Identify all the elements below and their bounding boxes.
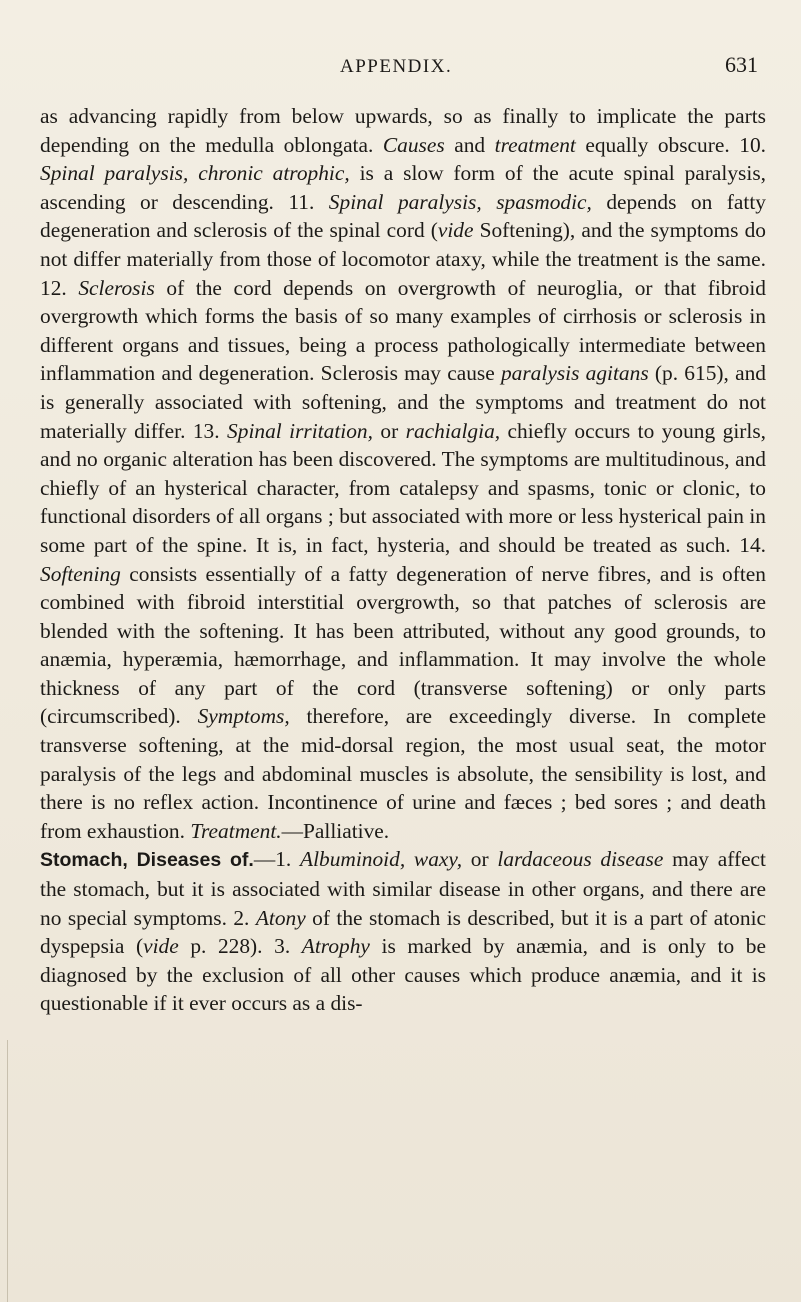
text-run: equally obscure. 10. — [575, 132, 766, 157]
term-vide: vide — [437, 218, 474, 243]
term-causes: Causes — [382, 132, 445, 157]
body-text — [40, 102, 766, 1018]
paragraph-stomach-diseases — [40, 845, 766, 1018]
page-number: 631 — [725, 52, 758, 77]
term-spinal-paralysis-spasmodic: Spinal paralysis, spasmodic, — [328, 189, 592, 214]
term-symptoms: Symptoms, — [197, 704, 290, 729]
text-run: therefore, are exceedingly diverse. In complete transverse softening, at the mid-dorsal region, the most usual seat, the motor paralysis of the legs and abdominal muscles is absolute, the sensibility is lost, and there is no reflex action. Incontinence of urine and fæces ; bed sores ; and death from exhaustion. — [40, 704, 766, 843]
paragraph-spinal-diseases — [40, 102, 766, 845]
text-run: of the cord depends on overgrowth of neuroglia, or that fibroid overgrowth which forms the basis of so many examples of cirrhosis or sclerosis in different organs and tissues, being a process pathologically intermediate between inflammation and degeneration. Sclerosis may cause — [40, 275, 766, 386]
text-run: is a slow form of the acute spinal paralysis, ascending or descending. 11. — [40, 161, 766, 214]
term-spinal-irritation: Spinal irritation, — [227, 418, 373, 443]
term-softening: Softening — [40, 561, 121, 586]
text-run: and — [444, 132, 495, 157]
term-sclerosis: Sclerosis — [78, 275, 155, 300]
text-run: Softening), and the symptoms do not differ materially from those of locomotor ataxy, while the treatment is the same. 12. — [40, 218, 766, 300]
running-head — [0, 52, 801, 86]
term-rachialgia: rachialgia, — [405, 418, 501, 443]
text-run: may affect the stomach, but it is associated with similar disease in other organs, and there are no special symptoms. 2. — [40, 847, 766, 930]
text-run: is marked by anæmia, and is only to be diagnosed by the exclusion of all other causes which produce anæmia, and it is questionable if it ever occurs as a dis- — [40, 934, 766, 1016]
text-run: (p. 615), and is generally associated with softening, and the symptoms and treatment do not materially differ. 13. — [40, 361, 766, 443]
term-atony: Atony — [255, 905, 306, 930]
text-run: —Palliative. — [281, 818, 390, 843]
running-title: APPENDIX. — [340, 56, 453, 77]
term-lardaceous-disease: lardaceous disease — [497, 847, 664, 872]
term-albuminoid-waxy: Albuminoid, waxy, — [300, 847, 463, 872]
text-run: or — [372, 418, 406, 443]
term-paralysis-agitans: paralysis agitans — [500, 361, 649, 386]
term-atrophy: Atrophy — [301, 934, 370, 959]
margin-rule — [7, 1040, 8, 1302]
text-run: or — [462, 847, 498, 872]
text-run: p. 228). 3. — [178, 934, 302, 959]
text-run: of the stomach is described, but it is a part of atonic dyspepsia ( — [40, 905, 767, 959]
text-run: chiefly occurs to young girls, and no organic alteration has been discovered. The symptoms are multitudinous, and chiefly of an hysterical character, from catalepsy and spasms, tonic or clonic, to functional disorders of all organs ; but associated with more or less hysterical pain in some part of the spine. It is, in fact, hysteria, and should be treated as such. 14. — [40, 418, 767, 557]
term-treatment-heading: Treatment. — [190, 818, 282, 843]
text-run: —1. — [253, 847, 300, 872]
term-spinal-paralysis-chronic: Spinal paralysis, chronic atrophic, — [40, 161, 350, 186]
text-run: depends on fatty degeneration and sclerosis of the spinal cord ( — [40, 189, 766, 243]
term-treatment: treatment — [494, 132, 576, 157]
section-head-stomach: Stomach, Diseases of. — [40, 849, 254, 872]
term-vide: vide — [143, 934, 179, 959]
text-run: consists essentially of a fatty degeneration of nerve fibres, and is often combined with fibroid interstitial overgrowth, so that patches of sclerosis are blended with the softening. It has been attributed, without any good grounds, to anæmia, hyperæmia, hæmorrhage, and inflammation. It may involve the whole thickness of any part of the cord (transverse softening) or only parts (circumscribed). — [40, 561, 766, 729]
text-run: as advancing rapidly from below upwards, so as finally to implicate the parts depending on the medulla oblongata. — [40, 104, 766, 157]
